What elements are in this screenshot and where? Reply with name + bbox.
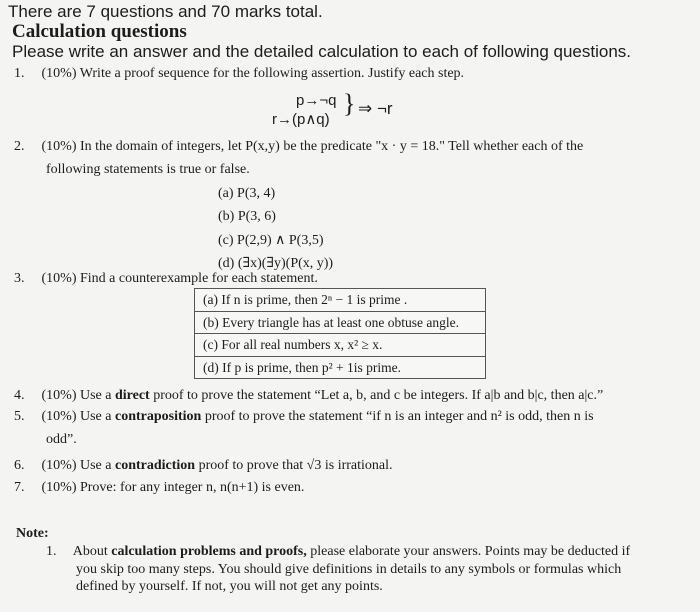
intro-text: There are 7 questions and 70 marks total. <box>8 2 323 21</box>
question-text-line2: following statements is true or false. <box>46 162 250 177</box>
question-text-post: proof to prove the statement “Let a, b, and c be integers. If a|b and b|c, then a|c.” <box>149 388 604 403</box>
statement-a: (a) P(3, 4) <box>218 186 276 201</box>
emphasis-contradiction: contradiction <box>114 458 196 473</box>
table-row: (d) If p is prime, then p² + 1is prime. <box>203 359 401 375</box>
note-text-post: please elaborate your answers. Points may be deducted if <box>306 544 631 559</box>
table-row: (b) Every triangle has at least one obtuse angle. <box>195 312 485 335</box>
question-5-line2: odd”. <box>46 432 77 447</box>
question-text: (10%) Find a counterexample for each statement. <box>41 271 318 286</box>
note-label: Note: <box>16 526 49 541</box>
question-text-pre: (10%) Use a <box>41 409 115 424</box>
note-number: 1. <box>46 544 57 559</box>
question-text: (10%) Prove: for any integer n, n(n+1) is even. <box>41 480 305 495</box>
question-number: 3. <box>14 271 25 286</box>
note-item-1 <box>46 544 630 560</box>
question-2 <box>14 139 583 155</box>
question-text: (10%) Write a proof sequence for the following assertion. Justify each step. <box>41 66 465 81</box>
table-row: (c) For all real numbers x, x² ≥ x. <box>195 334 485 357</box>
counterexample-table <box>194 288 486 379</box>
note-text-pre: About <box>72 544 112 559</box>
emphasis-contraposition: contraposition <box>114 409 202 424</box>
conclusion: ⇒ ¬r <box>358 99 393 118</box>
note-line-3: defined by yourself. If not, you will not get any points. <box>76 579 383 594</box>
right-brace: } <box>343 89 356 118</box>
question-5 <box>14 409 594 425</box>
question-number: 2. <box>14 139 25 154</box>
question-text-post: proof to prove that √3 is irrational. <box>195 458 393 473</box>
section-title: Calculation questions <box>12 21 187 42</box>
question-3 <box>14 271 318 287</box>
question-text-post: proof to prove the statement “if n is an integer and n² is odd, then n is <box>201 409 594 424</box>
table-row: (a) If n is prime, then 2ⁿ − 1 is prime . <box>195 289 485 312</box>
note-line-2: you skip too many steps. You should give definitions in details to any symbols or formulas which <box>76 562 622 577</box>
instructions-text: Please write an answer and the detailed calculation to each of following questions. <box>12 42 631 61</box>
question-number: 4. <box>14 388 25 403</box>
premise-1: p→¬q <box>296 92 337 109</box>
question-text: (10%) In the domain of integers, let P(x,y) be the predicate "x · y = 18." Tell whether each of the <box>41 139 584 154</box>
statement-c: (c) P(2,9) ∧ P(3,5) <box>218 233 324 248</box>
question-number: 1. <box>14 66 25 81</box>
question-text-pre: (10%) Use a <box>41 458 115 473</box>
question-4 <box>14 388 603 404</box>
question-7 <box>14 480 304 496</box>
premise-2: r→(p∧q) <box>272 111 330 128</box>
emphasis-direct: direct <box>114 388 150 403</box>
question-1 <box>14 66 464 82</box>
question-6 <box>14 458 393 474</box>
statement-d: (d) (∃x)(∃y)(P(x, y)) <box>218 256 334 271</box>
question-text-pre: (10%) Use a <box>41 388 115 403</box>
question-number: 7. <box>14 480 25 495</box>
question-number: 5. <box>14 409 25 424</box>
question-number: 6. <box>14 458 25 473</box>
emphasis-calculation: calculation problems and proofs, <box>111 544 307 559</box>
statement-b: (b) P(3, 6) <box>218 209 276 224</box>
